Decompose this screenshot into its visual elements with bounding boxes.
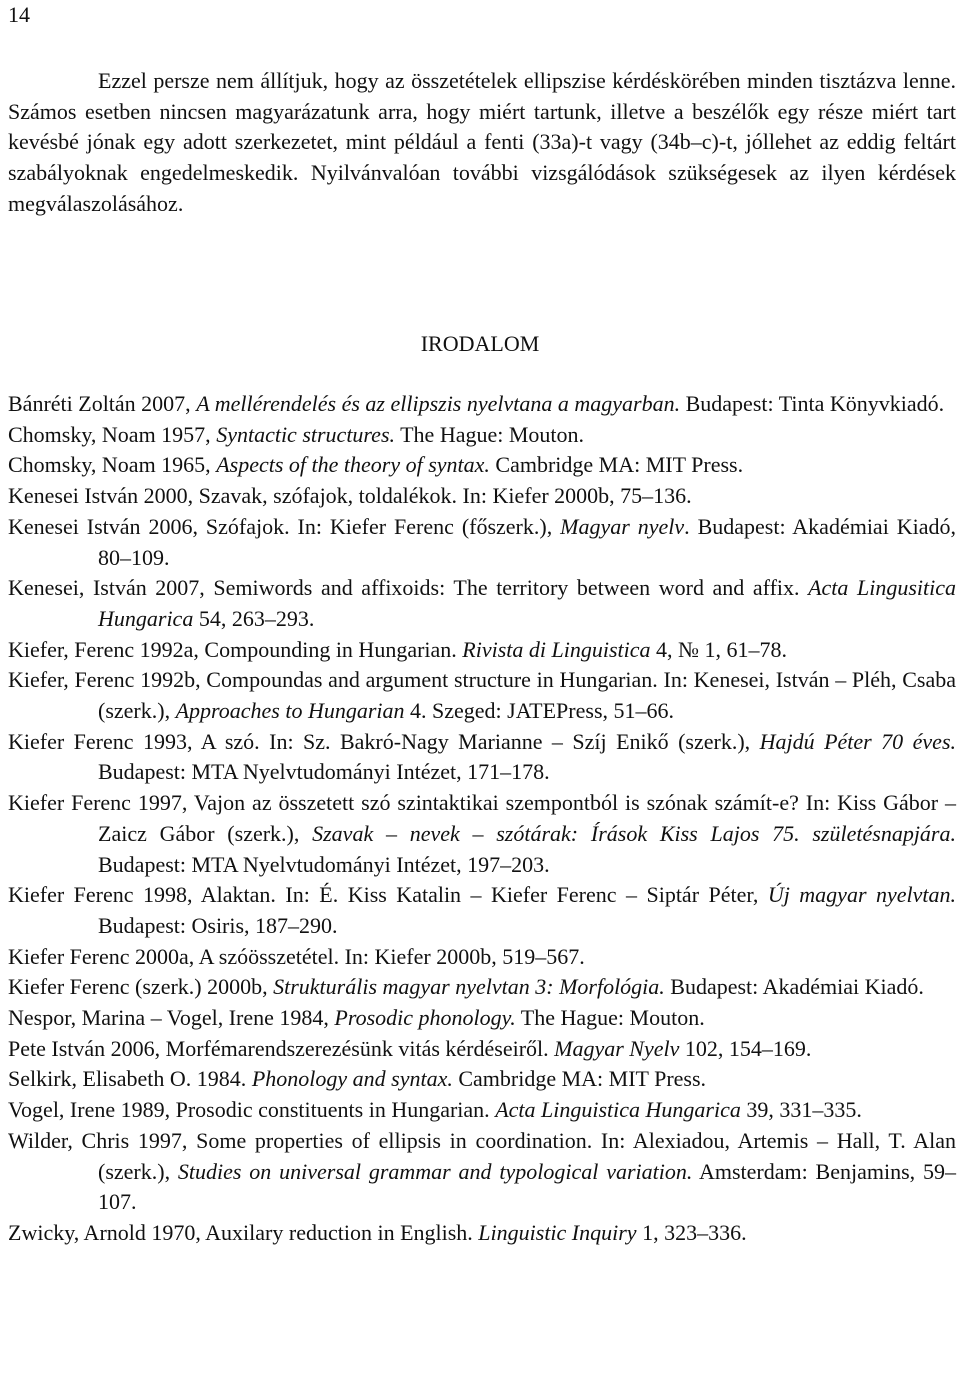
reference-source: Cambridge MA: MIT Press. (489, 452, 744, 478)
reference-text: Kiefer, Ferenc 1992a, Compounding in Hungarian. (8, 636, 463, 662)
reference-title: Rivista di Linguistica (462, 636, 651, 662)
reference-title: A mellérendelés és az ellipszis nyelvtana a magyarban. (196, 391, 681, 416)
reference-item (8, 665, 956, 726)
reference-item (8, 573, 956, 634)
reference-item (8, 1064, 956, 1095)
reference-source: . Budapest: Akadémiai Kiadó, 80–109. (98, 513, 957, 570)
reference-title: Aspects of the theory of syntax. (216, 452, 490, 478)
reference-text: Kenesei, István 2007, Semiwords and affixoids: The territory between word and affix. (8, 575, 809, 601)
reference-source: 1, 323–336. (636, 1219, 747, 1245)
reference-title: Phonology and syntax. (251, 1066, 453, 1092)
reference-title: Acta Linguistica Hungarica (495, 1097, 741, 1123)
reference-title: Prosodic phonology. (334, 1005, 516, 1031)
reference-text: Kiefer Ferenc (szerk.) 2000b, (8, 974, 274, 1000)
reference-title: Syntactic structures. (216, 421, 396, 447)
references-heading: IRODALOM (420, 331, 540, 356)
reference-title: Approaches to Hungarian (175, 698, 405, 724)
reference-text: Wilder, Chris 1997, Some properties of ellipsis in coordination. In: Alexiadou, Artemis – Hall, T. Alan (szerk.), (8, 1127, 956, 1184)
reference-source: 4. Szeged: JATEPress, 51–66. (404, 698, 675, 724)
reference-item (8, 389, 956, 420)
reference-item (8, 1003, 956, 1034)
reference-title: Magyar Nyelv (554, 1035, 680, 1061)
reference-text: Kiefer, Ferenc 1992b, Compoundas and argument structure in Hungarian. In: Kenesei, István – Pléh, Csaba (szerk.), (8, 667, 956, 724)
reference-item (8, 942, 956, 973)
reference-text: Vogel, Irene 1989, Prosodic constituents in Hungarian. (8, 1097, 496, 1123)
reference-item (8, 481, 956, 512)
reference-source: Budapest: MTA Nyelvtudományi Intézet, 171–178. (98, 759, 550, 785)
reference-list (8, 389, 956, 1249)
reference-source: The Hague: Mouton. (515, 1005, 705, 1031)
reference-source: 39, 331–335. (740, 1097, 862, 1123)
reference-text: Kenesei István 2006, Szófajok. In: Kiefer Ferenc (főszerk.), (8, 513, 561, 539)
reference-item (8, 450, 956, 481)
reference-text: Kenesei István 2000, Szavak, szófajok, toldalékok. In: Kiefer 2000b, 75–136. (8, 483, 692, 509)
reference-title: Szavak – nevek – szótárak: Írások Kiss Lajos 75. születésnapjára. (312, 820, 956, 846)
reference-title: Hajdú Péter 70 éves. (759, 728, 956, 754)
reference-item (8, 512, 956, 573)
reference-item (8, 1034, 956, 1065)
reference-item (8, 1095, 956, 1126)
reference-item (8, 420, 956, 451)
reference-text: Kiefer Ferenc 1997, Vajon az összetett szó szintaktikai szempontból is szónak számít-e? In: Kiss Gábor – Zaicz Gábor (szerk.), (8, 790, 956, 846)
reference-item (8, 635, 956, 666)
reference-title: Acta Lingusitica Hungarica (98, 575, 957, 631)
reference-source: Amsterdam: Benjamins, 59–107. (98, 1158, 956, 1215)
reference-title: Linguistic Inquiry (478, 1219, 637, 1245)
reference-text: Nespor, Marina – Vogel, Irene 1984, (8, 1005, 335, 1031)
reference-item (8, 880, 956, 941)
reference-text: Pete István 2006, Morfémarendszerezésünk vitás kérdéseiről. (8, 1035, 555, 1061)
reference-text: Selkirk, Elisabeth O. 1984. (8, 1066, 252, 1092)
reference-text: Kiefer Ferenc 2000a, A szóösszetétel. In: Kiefer 2000b, 519–567. (8, 943, 585, 969)
reference-text: Chomsky, Noam 1957, (8, 421, 217, 447)
reference-text: Bánréti Zoltán 2007, (8, 391, 197, 416)
reference-source: Budapest: MTA Nyelvtudományi Intézet, 197–203. (98, 851, 550, 877)
page-number: 14 (8, 2, 30, 27)
reference-source: 4, № 1, 61–78. (650, 636, 788, 662)
reference-text: Kiefer Ferenc 1998, Alaktan. In: É. Kiss Katalin – Kiefer Ferenc – Siptár Péter, (8, 882, 768, 908)
reference-source: Budapest: Akadémiai Kiadó. (664, 974, 924, 1000)
reference-source: 102, 154–169. (679, 1035, 812, 1061)
reference-text: Kiefer Ferenc 1993, A szó. In: Sz. Bakró-Nagy Marianne – Szíj Enikő (szerk.), (8, 728, 760, 754)
reference-text: Zwicky, Arnold 1970, Auxilary reduction in English. (8, 1219, 479, 1245)
reference-item (8, 972, 956, 1003)
reference-item (8, 727, 956, 788)
intro-paragraph: Ezzel persze nem állítjuk, hogy az összetételek ellipszise kérdéskörében minden tisztázva lenne. Számos esetben nincsen magyarázatunk arra, hogy miért tartunk, illetve a beszélők egy része miért tart kevésbé jónak egy adott szerkezetet, mint például a fenti (33a)-t vagy (34b–c)-t, jóllehet az eddig feltárt szabályoknak engedelmeskedik. Nyilvánvalóan további vizsgálódások szükségesek az ilyen kérdések megválaszolásához. (8, 68, 956, 216)
reference-source: Budapest: Osiris, 187–290. (98, 912, 338, 938)
reference-title: Magyar nyelv (560, 513, 685, 539)
reference-text: Chomsky, Noam 1965, (8, 452, 217, 478)
reference-item (8, 788, 956, 880)
reference-source: Budapest: Tinta Könyvkiadó. (680, 391, 945, 416)
reference-title: Strukturális magyar nyelvtan 3: Morfológia. (273, 974, 665, 1000)
reference-source: Cambridge MA: MIT Press. (452, 1066, 707, 1092)
reference-source: The Hague: Mouton. (395, 421, 585, 447)
reference-title: Studies on universal grammar and typological variation. (177, 1158, 693, 1184)
reference-title: Új magyar nyelvtan. (767, 882, 956, 908)
reference-source: 54, 263–293. (193, 605, 315, 631)
reference-item (8, 1126, 956, 1218)
reference-item (8, 1218, 956, 1249)
